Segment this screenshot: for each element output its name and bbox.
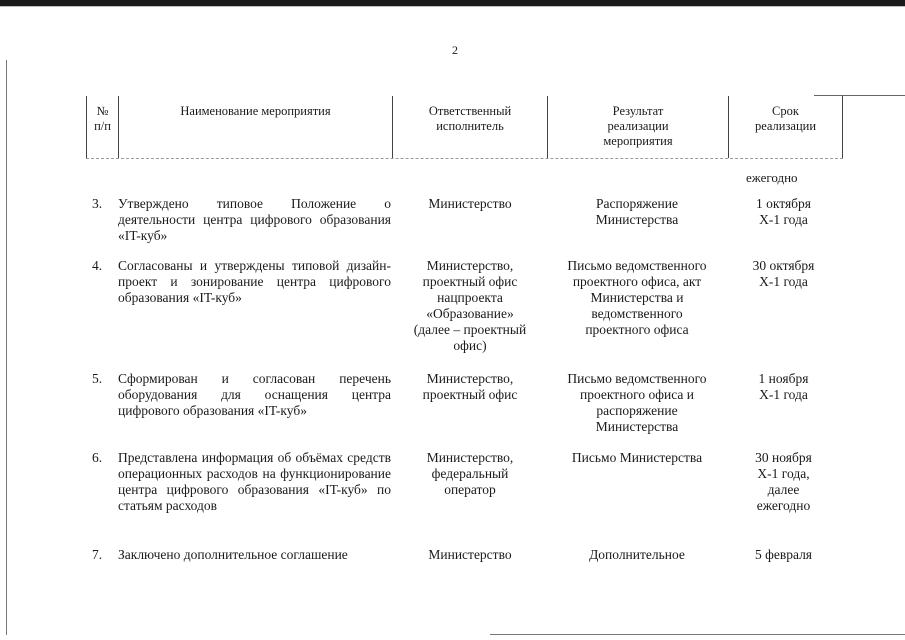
page-bottom-edge bbox=[490, 634, 905, 635]
row-term: 30 ноября Х-1 года, далее ежегодно bbox=[755, 450, 812, 513]
table-header bbox=[86, 96, 843, 158]
row-responsible: Министерство bbox=[428, 196, 512, 211]
header-result: Результат реализации мероприятия bbox=[547, 96, 728, 158]
table-row bbox=[86, 450, 843, 535]
row-result: Распоряжение Министерства bbox=[595, 196, 679, 227]
row-responsible: Министерство bbox=[428, 547, 512, 562]
row-result: Письмо ведомственного проектного офиса, акт Министерства и ведомственного проектного офиса bbox=[567, 258, 707, 337]
row-responsible: Министерство, федеральный оператор bbox=[426, 450, 514, 497]
table-row bbox=[86, 258, 843, 358]
row-term: 30 октября Х-1 года bbox=[752, 258, 815, 289]
carryover-term: ежегодно bbox=[746, 170, 798, 185]
table-row bbox=[86, 371, 843, 441]
header-name: Наименование мероприятия bbox=[118, 96, 392, 158]
header-bottom-border bbox=[86, 158, 843, 159]
row-number: 7. bbox=[92, 547, 103, 562]
row-number: 5. bbox=[92, 371, 103, 386]
row-result: Письмо Министерства bbox=[571, 450, 703, 465]
row-number: 6. bbox=[92, 450, 103, 465]
row-term: 5 февраля bbox=[754, 547, 813, 562]
row-number: 3. bbox=[92, 196, 103, 211]
row-result: Письмо ведомственного проектного офиса и распоряжение Министерства bbox=[567, 371, 707, 434]
page-number: 2 bbox=[452, 43, 458, 57]
row-result: Дополнительное bbox=[589, 547, 685, 562]
row-number: 4. bbox=[92, 258, 103, 273]
row-name: Представлена информация об объёмах средств операционных расходов на функционирование центра цифрового образования «IT-куб» по статьям расходов bbox=[118, 450, 391, 513]
table-row bbox=[86, 547, 843, 567]
row-name: Согласованы и утверждены типовой дизайн-проект и зонирование центра цифрового образования «IT-куб» bbox=[118, 258, 391, 305]
header-number: № п/п bbox=[86, 96, 118, 158]
page-top-border-shadow bbox=[0, 6, 905, 7]
row-term: 1 ноября Х-1 года bbox=[758, 371, 809, 402]
row-name: Сформирован и согласован перечень оборудования для оснащения центра цифрового образования «IT-куб» bbox=[118, 371, 391, 418]
page-left-edge bbox=[6, 60, 7, 635]
header-responsible: Ответственный исполнитель bbox=[392, 96, 547, 158]
row-responsible: Министерство, проектный офис нацпроекта «Образование» (далее – проектный офис) bbox=[413, 258, 527, 353]
table-row bbox=[86, 196, 843, 246]
header-term: Срок реализации bbox=[728, 96, 843, 158]
row-name: Заключено дополнительное соглашение bbox=[118, 547, 348, 562]
row-term: 1 октября Х-1 года bbox=[755, 196, 811, 227]
row-name: Утверждено типовое Положение о деятельности центра цифрового образования «IT-куб» bbox=[118, 196, 391, 243]
row-responsible: Министерство, проектный офис bbox=[422, 371, 518, 402]
